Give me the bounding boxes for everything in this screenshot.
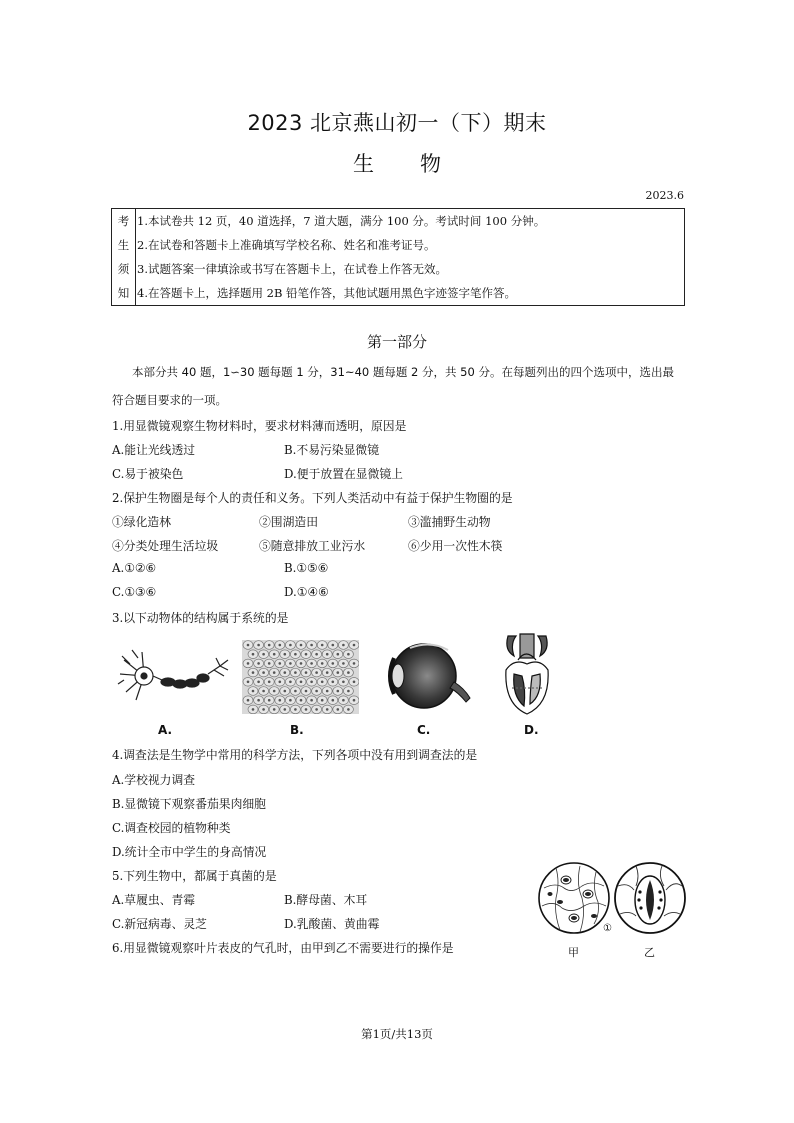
page-title: 2023 北京燕山初一（下）期末 xyxy=(247,111,547,135)
figure-label-yi: 乙 xyxy=(644,946,655,959)
subject-char-2: 物 xyxy=(420,152,441,176)
question-4-option-b: B.显微镜下观察番茄果肉细胞 xyxy=(112,797,266,811)
question-1-option-c: C.易于被染色 xyxy=(112,467,184,481)
question-5-option-a: A.草履虫、青霉 xyxy=(112,893,196,907)
question-5-option-b: B.酵母菌、木耳 xyxy=(284,893,368,907)
question-4-option-c: C.调查校园的植物种类 xyxy=(112,821,231,835)
page-footer: 第1页/共13页 xyxy=(361,1027,433,1041)
figure-label-a: A. xyxy=(158,723,173,737)
question-5-option-d: D.乳酸菌、黄曲霉 xyxy=(284,917,380,931)
question-2-option-c: C.①③⑥ xyxy=(112,585,157,599)
part-instruction-line-2: 符合题目要求的一项。 xyxy=(112,393,227,407)
subject-char-1: 生 xyxy=(353,152,374,176)
question-2-statement-4: ④分类处理生活垃圾 xyxy=(112,539,219,553)
figure-label-d: D. xyxy=(524,723,539,737)
notice-side-char: 须 xyxy=(112,257,136,281)
figure-label-jia: 甲 xyxy=(568,946,579,959)
heart-figure xyxy=(500,630,554,718)
question-2-statement-2: ②围湖造田 xyxy=(259,515,318,529)
notice-item-2: 2.在试卷和答题卡上准确填写学校名称、姓名和准考证号。 xyxy=(136,233,685,257)
notice-item-3: 3.试题答案一律填涂或书写在答题卡上，在试卷上作答无效。 xyxy=(136,257,685,281)
figure-label-b: B. xyxy=(290,723,304,737)
question-5-option-c: C.新冠病毒、灵芝 xyxy=(112,917,207,931)
question-2-statement-3: ③滥捕野生动物 xyxy=(408,515,491,529)
leaf-epidermis-low-power-figure xyxy=(536,858,612,940)
notice-side-char: 生 xyxy=(112,233,136,257)
eyeball-figure xyxy=(380,636,472,716)
question-3-stem: 3.以下动物体的结构属于系统的是 xyxy=(112,611,289,625)
question-1-option-b: B.不易污染显微镜 xyxy=(284,443,379,457)
question-2-option-b: B.①⑤⑥ xyxy=(284,561,329,575)
question-2-statement-5: ⑤随意排放工业污水 xyxy=(259,539,366,553)
part-instruction-line-1: 本部分共 40 题，1∽30 题每题 1 分，31~40 题每题 2 分，共 50 分。在每题列出的四个选项中，选出最 xyxy=(132,365,674,379)
question-4-option-a: A.学校视力调查 xyxy=(112,773,196,787)
figure-label-c: C. xyxy=(417,723,431,737)
question-4-option-d: D.统计全市中学生的身高情况 xyxy=(112,845,267,859)
question-2-stem: 2.保护生物圈是每个人的责任和义务。下列人类活动中有益于保护生物圈的是 xyxy=(112,491,513,505)
figure-marker: ① xyxy=(603,923,612,934)
question-1-option-a: A.能让光线透过 xyxy=(112,443,196,457)
question-2-statement-6: ⑥少用一次性木筷 xyxy=(408,539,503,553)
neuron-figure xyxy=(116,640,232,716)
subject-title xyxy=(0,148,794,178)
question-1-option-d: D.便于放置在显微镜上 xyxy=(284,467,403,481)
question-1-stem: 1.用显微镜观察生物材料时，要求材料薄而透明，原因是 xyxy=(112,419,407,433)
part-heading: 第一部分 xyxy=(366,333,427,351)
question-2-option-a: A.①②⑥ xyxy=(112,561,156,575)
question-5-stem: 5.下列生物中，都属于真菌的是 xyxy=(112,869,277,883)
question-2-option-d: D.①④⑥ xyxy=(284,585,329,599)
exam-notice-box xyxy=(111,208,685,306)
stoma-high-power-figure xyxy=(612,856,688,940)
question-2-statement-1: ①绿化造林 xyxy=(112,515,171,529)
exam-date: 2023.6 xyxy=(645,189,684,202)
notice-item-1: 1.本试卷共 12 页，40 道选择，7 道大题，满分 100 分。考试时间 100 分钟。 xyxy=(136,209,685,234)
epithelial-tissue-figure xyxy=(242,640,359,714)
notice-side-char: 知 xyxy=(112,281,136,306)
notice-item-4: 4.在答题卡上，选择题用 2B 铅笔作答，其他试题用黑色字迹签字笔作答。 xyxy=(136,281,685,306)
question-4-stem: 4.调查法是生物学中常用的科学方法，下列各项中没有用到调查法的是 xyxy=(112,748,478,762)
notice-side-char: 考 xyxy=(112,209,136,234)
question-6-stem: 6.用显微镜观察叶片表皮的气孔时，由甲到乙不需要进行的操作是 xyxy=(112,941,454,955)
